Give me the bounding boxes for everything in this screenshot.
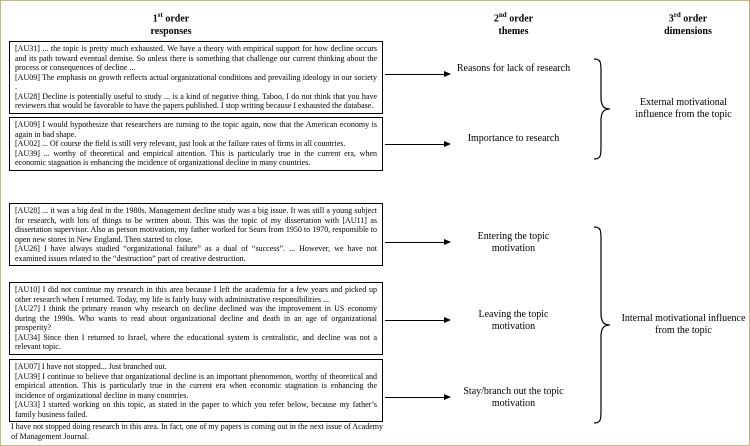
- quote-entry: [AU09] I would hypothesize that researchers are turning to the topic again, now that the American economy is again in bad shape.: [15, 120, 377, 139]
- quote-entry: [AU07] I have not stopped... Just branched out.: [15, 362, 167, 371]
- arrowhead-icon: [444, 71, 451, 77]
- dimension-label-external-motivational-influence: External motivational influence from the topic: [635, 97, 732, 120]
- quote-entry: [AU02] ... Of course the field is still very relevant, just look at the failure rates of firms in all countries.: [15, 139, 346, 148]
- quote-entry: [AU26] I have always studied “organizational failure” as a dual of “success”. ... However, we have not examined issues related to the “destruction” part of creative destruction.: [15, 244, 377, 263]
- arrowhead-icon: [444, 141, 451, 147]
- theme-label-stay-branch-out-motivation: Stay/branch out the topic motivation: [463, 386, 564, 409]
- theme-label-importance-to-research: Importance to research: [467, 133, 560, 144]
- column-header-first-order-responses: [61, 9, 281, 38]
- arrowhead-icon: [444, 239, 451, 245]
- column-header-line2: responses: [150, 26, 192, 38]
- column-header-line1: 3rd order: [668, 11, 708, 25]
- quote-entry: [AU10] I did not continue my research in this area because I left the academia for a few years and picked up other research when I returned. Today, my life is fairly busy with administrative responsibilities ...: [15, 285, 377, 304]
- quote-box-leaving-topic: [9, 282, 383, 355]
- column-header-third-order-dimensions: [629, 9, 747, 38]
- arrowhead-icon: [444, 394, 451, 400]
- column-header-line1: 1st order: [152, 11, 190, 25]
- arrow-icon: [385, 144, 449, 145]
- column-header-line2: themes: [498, 26, 529, 38]
- quote-entry: [AU28] ... it was a big deal in the 1980s. Management decline study was a big issue. It was still a young subject for research, with lots of things to be written about. This was the topic of my dissertation with [AU11] as dissertation supervisor. Also as person motivation, my father worked for Sears from 1950 to 1970, responsible to open new stores in New England. Then started to close.: [15, 206, 377, 244]
- quote-entry: [AU31] ... the topic is pretty much exhausted. We have a theory with empirical support for how decline occurs and its path toward eventual demise. So unless there is something that challenge our current thinking about the process or consequences of decline ...: [15, 44, 377, 72]
- quote-box-entering-topic: [9, 203, 383, 266]
- arrow-icon: [385, 74, 449, 75]
- quote-entry: [AU39] ... worthy of theoretical and empirical attention. This is particularly true in the current era, when economic stagnation is enhancing the incidence of organizational decline in many countries.: [15, 148, 377, 167]
- column-header-line2: dimensions: [664, 26, 712, 38]
- theme-label-leaving-topic-motivation: Leaving the topic motivation: [478, 309, 549, 332]
- quote-box-lack-of-research: [9, 41, 383, 114]
- column-header-second-order-themes: [451, 9, 576, 38]
- theme-label-reasons-for-lack-of-research: Reasons for lack of research: [456, 63, 571, 74]
- column-header-line1: 2nd order: [493, 11, 534, 25]
- quote-entry: [AU27] I think the primary reason why research on decline declined was the improvement in US economy during the 1990s. Who wants to read about organizational decline and death in an age of organizational prosperity?: [15, 304, 377, 332]
- quote-entry: [AU39] I continue to believe that organizational decline is an important phenomenon, worthy of theoretical and empirical attention. This is particularly true in the current era when economic stagnation is enhancing the incidence of organizational decline in many countries.: [15, 371, 377, 400]
- quote-entry: [AU34] Since then I returned to Israel, where the educational system is centralistic, and decline was not a relevant topic.: [15, 332, 377, 351]
- theme-label-entering-topic-motivation: Entering the topic motivation: [477, 231, 550, 254]
- brace-icon: [591, 57, 613, 161]
- arrow-icon: [385, 397, 449, 398]
- quote-entry: [AU28] Decline is potentially useful to study ... is a kind of negative thing. Taboo, I do not think that you have reviewers that would be favorable to have the papers published. I stop writing because I exhausted the database.: [15, 91, 377, 110]
- quote-box-stay-branch-out: [9, 359, 383, 422]
- arrow-icon: [385, 320, 449, 321]
- brace-icon: [591, 225, 613, 425]
- footnote-text: I have not stopped doing research in this area. In fact, one of my papers is coming out in the next issue of Academy of Management Journal.: [11, 422, 383, 441]
- arrowhead-icon: [444, 317, 451, 323]
- dimension-label-internal-motivational-influence: Internal motivational influence from the topic: [621, 313, 746, 336]
- arrow-icon: [385, 242, 449, 243]
- quote-entry: [AU09] The emphasis on growth reflects actual organizational conditions and prevailing ideology in our society .: [15, 72, 377, 91]
- quote-entry: [AU33] I started working on this topic, as stated in the paper to which you refer below, because my father’s family business failed.: [15, 400, 377, 419]
- quote-box-importance-to-research: [9, 117, 383, 171]
